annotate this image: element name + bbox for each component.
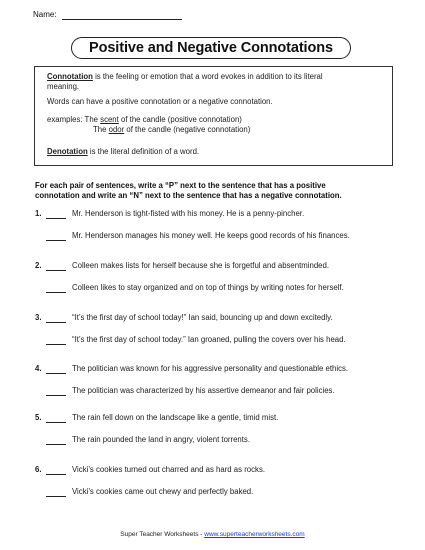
- sentence-text: The politician was known for his aggressive personality and questionable ethics.: [72, 364, 349, 373]
- question-number: 6.: [35, 465, 42, 474]
- answer-blank[interactable]: [46, 240, 66, 241]
- connotation-definition: [47, 72, 323, 82]
- answer-blank[interactable]: [46, 292, 66, 293]
- example-2: [93, 125, 250, 135]
- instructions-line-2: connotation and write an “N” next to the sentence that has a negative connotation.: [35, 191, 342, 200]
- sentence-text: Vicki’s cookies came out chewy and perfectly baked.: [72, 487, 254, 496]
- example-1-word: scent: [100, 115, 119, 124]
- answer-blank[interactable]: [46, 444, 66, 445]
- sentence-text: “It’s the first day of school today.” Ian groaned, pulling the covers over his head.: [72, 335, 346, 344]
- connotation-text: is the feeling or emotion that a word evokes in addition to its literal: [92, 72, 323, 81]
- footer: [0, 531, 425, 538]
- question-number: 3.: [35, 313, 42, 322]
- name-label: Name:: [33, 10, 57, 19]
- denotation-term: Denotation: [47, 147, 88, 156]
- sentence-text: Mr. Henderson manages his money well. He keeps good records of his finances.: [72, 231, 350, 240]
- name-field-line[interactable]: [62, 19, 182, 20]
- example-2-text: of the candle (negative connotation): [124, 125, 251, 134]
- sentence-text: The rain fell down on the landscape like a gentle, timid mist.: [72, 413, 279, 422]
- example-2-word: odor: [108, 125, 125, 134]
- question-number: 1.: [35, 209, 42, 218]
- footer-link[interactable]: www.superteacherworksheets.com: [204, 531, 305, 538]
- sentence-text: Colleen likes to stay organized and on top of things by writing notes for herself.: [72, 283, 344, 292]
- sentence-text: The politician was characterized by his assertive demeanor and fair policies.: [72, 386, 335, 395]
- sentence-text: Colleen makes lists for herself because she is forgetful and absentminded.: [72, 261, 330, 270]
- denotation-definition: [47, 147, 199, 157]
- example-1-text: of the candle (positive connotation): [118, 115, 242, 124]
- question-number: 4.: [35, 364, 42, 373]
- words-line: Words can have a positive connotation or a negative connotation.: [47, 97, 273, 106]
- connotation-term: Connotation: [47, 72, 93, 81]
- answer-blank[interactable]: [46, 496, 66, 497]
- connotation-text-cont: meaning.: [47, 82, 80, 91]
- sentence-text: “It’s the first day of school today!” Ian said, bouncing up and down excitedly.: [72, 313, 333, 322]
- denotation-text: is the literal definition of a word.: [87, 147, 200, 156]
- examples-label: examples: The: [47, 115, 101, 124]
- example-2-prefix: The: [93, 125, 109, 134]
- instructions-line-1: For each pair of sentences, write a “P” next to the sentence that has a positive: [35, 181, 326, 190]
- answer-blank[interactable]: [46, 218, 66, 219]
- sentence-text: Mr. Henderson is tight-fisted with his money. He is a penny-pincher.: [72, 209, 305, 218]
- answer-blank[interactable]: [46, 373, 66, 374]
- page-title: Positive and Negative Connotations: [71, 37, 351, 59]
- sentence-text: Vicki’s cookies turned out charred and as hard as rocks.: [72, 465, 266, 474]
- definition-box: [34, 66, 393, 166]
- answer-blank[interactable]: [46, 395, 66, 396]
- answer-blank[interactable]: [46, 422, 66, 423]
- question-number: 5.: [35, 413, 42, 422]
- instructions: [35, 181, 342, 201]
- sentence-text: The rain pounded the land in angry, violent torrents.: [72, 435, 250, 444]
- answer-blank[interactable]: [46, 474, 66, 475]
- answer-blank[interactable]: [46, 344, 66, 345]
- answer-blank[interactable]: [46, 270, 66, 271]
- example-1: [47, 115, 242, 125]
- answer-blank[interactable]: [46, 322, 66, 323]
- footer-text: Super Teacher Worksheets -: [120, 531, 205, 538]
- question-number: 2.: [35, 261, 42, 270]
